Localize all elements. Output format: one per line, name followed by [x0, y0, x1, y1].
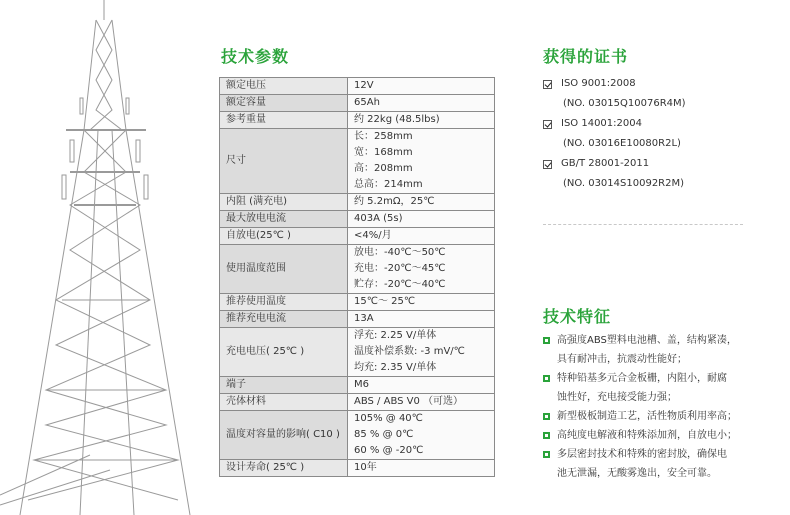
spec-value-line: 105% @ 40℃	[354, 413, 423, 424]
spec-value	[348, 211, 495, 228]
spec-row	[220, 228, 495, 245]
cert-name: ISO 9001:2008	[561, 78, 636, 89]
spec-row	[220, 394, 495, 411]
spec-value-line: 12V	[354, 80, 374, 91]
divider	[543, 224, 743, 225]
cert-item	[543, 74, 686, 94]
cert-list	[543, 74, 686, 194]
spec-key: 推荐充电电流	[220, 311, 348, 328]
feature-line: 特种铅基多元合金板栅，内阻小，耐腐	[557, 373, 727, 384]
cert-name: ISO 14001:2004	[561, 118, 642, 129]
spec-value	[348, 78, 495, 95]
spec-value-line: 15℃～ 25℃	[354, 296, 416, 307]
spec-value	[348, 411, 495, 460]
spec-key: 使用温度范围	[220, 245, 348, 294]
spec-key: 参考重量	[220, 112, 348, 129]
feature-item	[543, 426, 753, 445]
checkbox-icon	[543, 80, 552, 89]
spec-value	[348, 328, 495, 377]
specs-table	[219, 77, 495, 477]
square-bullet-icon	[543, 413, 550, 420]
tower-image	[0, 0, 210, 515]
feature-line: 多层密封技术和特殊的密封胶，确保电	[557, 449, 727, 460]
spec-row	[220, 377, 495, 394]
spec-value-line: 均充: 2.35 V/单体	[354, 362, 437, 373]
spec-value	[348, 228, 495, 245]
spec-key: 内阻 (满充电)	[220, 194, 348, 211]
feature-item	[543, 331, 753, 369]
spec-row	[220, 311, 495, 328]
feature-item	[543, 445, 753, 483]
spec-key: 壳体材料	[220, 394, 348, 411]
spec-key: 设计寿命( 25℃ )	[220, 460, 348, 477]
spec-row	[220, 211, 495, 228]
spec-value-line: 约 22kg (48.5lbs)	[354, 114, 440, 125]
spec-value-line: 放电：-40℃～50℃	[354, 247, 446, 258]
spec-value	[348, 194, 495, 211]
features-list	[543, 331, 753, 483]
spec-row	[220, 328, 495, 377]
square-bullet-icon	[543, 451, 550, 458]
cert-name: GB/T 28001-2011	[561, 158, 650, 169]
checkbox-icon	[543, 120, 552, 129]
feature-line: 高强度ABS塑料电池槽、盖，结构紧凑，	[557, 335, 737, 346]
spec-row	[220, 294, 495, 311]
spec-value-line: 85 % @ 0℃	[354, 429, 414, 440]
spec-value-line: 充电：-20℃～45℃	[354, 263, 446, 274]
spec-row	[220, 245, 495, 294]
spec-row	[220, 411, 495, 460]
spec-value-line: 10年	[354, 462, 377, 473]
spec-value-line: 长：258mm	[354, 131, 413, 142]
spec-value	[348, 95, 495, 112]
spec-key: 最大放电电流	[220, 211, 348, 228]
feature-item	[543, 369, 753, 407]
spec-value	[348, 129, 495, 194]
spec-value-line: 65Ah	[354, 97, 380, 108]
spec-row	[220, 95, 495, 112]
features-title: 技术特征	[543, 307, 612, 326]
spec-key: 推荐使用温度	[220, 294, 348, 311]
spec-value-line: 浮充: 2.25 V/单体	[354, 330, 437, 341]
spec-value-line: <4%/月	[354, 230, 392, 241]
cert-item	[543, 154, 686, 174]
spec-key: 端子	[220, 377, 348, 394]
spec-row	[220, 460, 495, 477]
spec-key: 充电电压( 25℃ )	[220, 328, 348, 377]
spec-value-line: ABS / ABS V0 （可选）	[354, 396, 464, 407]
feature-line: 具有耐冲击，抗震动性能好；	[557, 354, 687, 365]
spec-value	[348, 112, 495, 129]
spec-row	[220, 78, 495, 95]
specs-title: 技术参数	[221, 47, 290, 66]
spec-value	[348, 245, 495, 294]
certs-title: 获得的证书	[543, 47, 629, 66]
spec-key: 温度对容量的影响( C10 )	[220, 411, 348, 460]
cert-number: (NO. 03016E10080R2L)	[563, 138, 681, 149]
spec-key: 自放电(25℃ )	[220, 228, 348, 245]
spec-key: 额定容量	[220, 95, 348, 112]
spec-value-line: 13A	[354, 313, 374, 324]
spec-value-line: 60 % @ -20℃	[354, 445, 424, 456]
spec-value-line: 403A (5s)	[354, 213, 403, 224]
spec-value-line: 宽：168mm	[354, 147, 413, 158]
spec-value	[348, 294, 495, 311]
spec-key: 尺寸	[220, 129, 348, 194]
cert-number: (NO. 03015Q10076R4M)	[563, 98, 686, 109]
square-bullet-icon	[543, 337, 550, 344]
spec-value-line: M6	[354, 379, 369, 390]
spec-value	[348, 394, 495, 411]
cert-number: (NO. 03014S10092R2M)	[563, 178, 685, 189]
spec-value	[348, 460, 495, 477]
feature-line: 蚀性好，充电接受能力强；	[557, 392, 677, 403]
spec-value	[348, 311, 495, 328]
feature-line: 池无泄漏，无酸雾逸出，安全可靠。	[557, 468, 717, 479]
spec-value	[348, 377, 495, 394]
spec-value-line: 贮存：-20℃～40℃	[354, 279, 446, 290]
spec-row	[220, 129, 495, 194]
spec-value-line: 总高：214mm	[354, 179, 423, 190]
spec-row	[220, 112, 495, 129]
spec-row	[220, 194, 495, 211]
feature-line: 新型极板制造工艺，活性物质利用率高；	[557, 411, 737, 422]
feature-item	[543, 407, 753, 426]
checkbox-icon	[543, 160, 552, 169]
spec-value-line: 温度补偿系数: -3 mV/℃	[354, 346, 465, 357]
spec-value-line: 高：208mm	[354, 163, 413, 174]
spec-key: 额定电压	[220, 78, 348, 95]
cert-item	[543, 114, 686, 134]
square-bullet-icon	[543, 432, 550, 439]
feature-line: 高纯度电解液和特殊添加剂，自放电小；	[557, 430, 737, 441]
square-bullet-icon	[543, 375, 550, 382]
spec-value-line: 约 5.2mΩ，25℃	[354, 196, 435, 207]
